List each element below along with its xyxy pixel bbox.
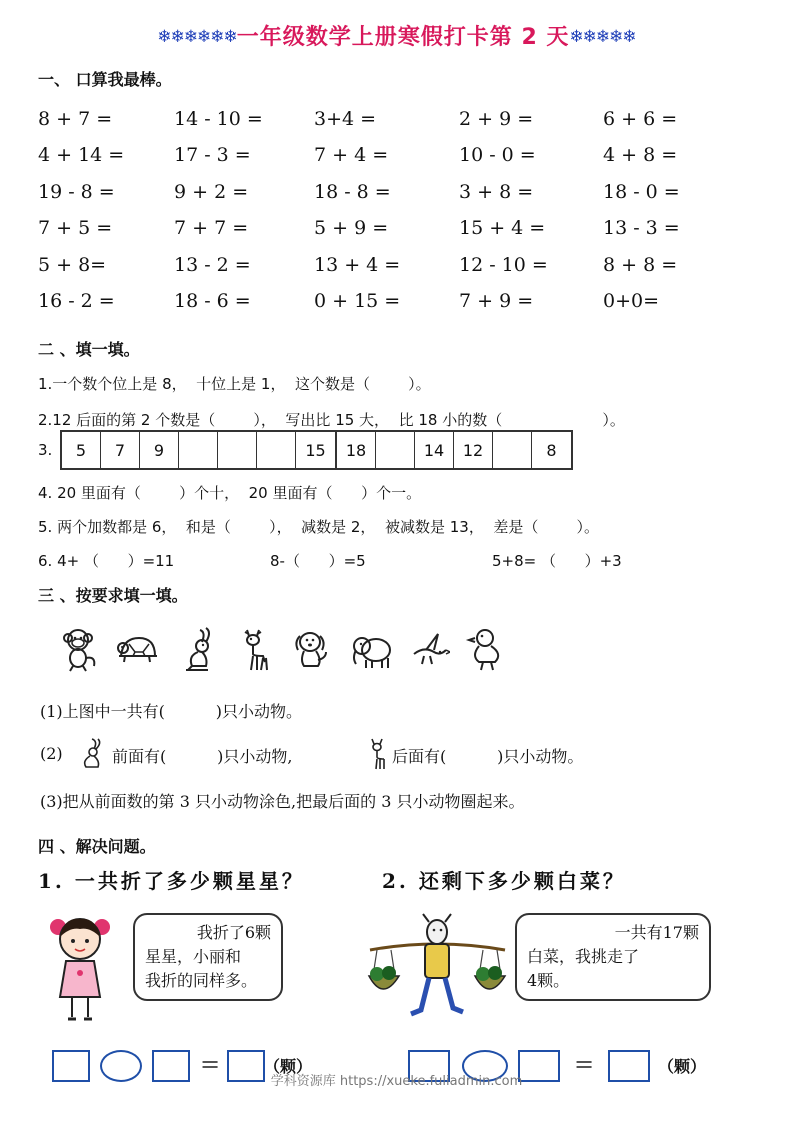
sequence-cell: 12 <box>454 432 493 468</box>
bubble-1-line-1: 我折了6颗 <box>196 923 271 942</box>
bubble-2-line-2: 白菜，我挑走了 <box>527 947 640 966</box>
fill-question-6a: 6. 4+ （ ）=11 <box>38 552 175 570</box>
bubble-1-line-2: 星星，小丽和 <box>145 947 242 966</box>
equals-sign: = <box>200 1050 221 1078</box>
number-sequence-box-1 <box>60 430 337 470</box>
title-text: 一年级数学上册寒假打卡第 2 天 <box>236 25 570 50</box>
snowflake-decoration-left: ❄❄❄❄❄❄ <box>157 27 237 47</box>
math-problem: 7 + 4 = <box>314 144 389 166</box>
math-problem: 18 - 8 = <box>314 181 391 203</box>
math-row <box>38 290 738 320</box>
fill-question-4: 4. 20 里面有（ ）个十， 20 里面有（ ）个一。 <box>38 484 422 502</box>
bird-icon <box>410 626 450 672</box>
unit-label: （颗） <box>658 1057 707 1076</box>
animal-question-2-label: (2) <box>40 744 63 763</box>
math-problem: 4 + 14 = <box>38 144 125 166</box>
animal-question-2-front: 前面有( )只小动物, <box>112 747 293 766</box>
fill-question-1: 1.一个数个位上是 8， 十位上是 1， 这个数是（ ）。 <box>38 375 431 393</box>
fill-question-6c: 5+8= （ ）+3 <box>492 552 622 570</box>
rabbit-icon <box>78 737 106 771</box>
math-problem: 8 + 7 = <box>38 108 113 130</box>
math-problem: 14 - 10 = <box>174 108 263 130</box>
fill-question-5: 5. 两个加数都是 6， 和是（ ）， 减数是 2， 被减数是 13， 差是（ ）。 <box>38 518 599 536</box>
animal-row <box>60 626 510 676</box>
dog-icon <box>292 626 332 672</box>
math-row <box>38 217 738 247</box>
math-problem: 0+0= <box>603 290 660 312</box>
math-problem: 13 + 4 = <box>314 254 401 276</box>
math-row <box>38 254 738 284</box>
math-problem: 10 - 0 = <box>459 144 536 166</box>
math-problem: 3+4 = <box>314 108 377 130</box>
fill-question-3-label: 3. <box>38 441 53 459</box>
sequence-cell[interactable] <box>493 432 532 468</box>
sequence-cell: 14 <box>415 432 454 468</box>
problem-1-title: 1. 一共折了多少颗星星？ <box>38 869 305 893</box>
problem-2-title: 2. 还剩下多少颗白菜？ <box>382 869 626 893</box>
number-sequence-box-2 <box>335 430 573 470</box>
math-problem: 7 + 9 = <box>459 290 534 312</box>
math-problem: 18 - 0 = <box>603 181 680 203</box>
math-problem: 16 - 2 = <box>38 290 115 312</box>
math-problem: 5 + 9 = <box>314 217 389 239</box>
animal-question-1: (1)上图中一共有( )只小动物。 <box>40 702 303 721</box>
math-problem: 18 - 6 = <box>174 290 251 312</box>
turtle-icon <box>115 626 161 672</box>
sequence-cell: 18 <box>337 432 376 468</box>
unit-label: （颗） <box>264 1057 313 1076</box>
math-problem: 9 + 2 = <box>174 181 249 203</box>
elephant-icon <box>350 626 396 672</box>
snowflake-decoration-right: ❄❄❄❄❄ <box>569 27 636 47</box>
deer-icon <box>235 626 275 672</box>
sequence-cell[interactable] <box>257 432 296 468</box>
sequence-cell: 15 <box>305 440 326 460</box>
math-problem: 15 + 4 = <box>459 217 546 239</box>
section2-heading: 二 、填一填。 <box>38 340 140 359</box>
math-problem: 2 + 9 = <box>459 108 534 130</box>
sequence-cell: 7 <box>101 432 140 468</box>
math-problem: 5 + 8= <box>38 254 107 276</box>
math-problem: 17 - 3 = <box>174 144 251 166</box>
problem-1-speech-bubble <box>133 913 283 1001</box>
math-problem: 8 + 8 = <box>603 254 678 276</box>
page-title <box>0 20 793 51</box>
math-problem: 7 + 5 = <box>38 217 113 239</box>
math-row <box>38 108 738 138</box>
watermark: 学科资源库 https://xueke.fuliadmin.com <box>270 1074 523 1089</box>
sequence-cell[interactable] <box>376 432 415 468</box>
sequence-cell[interactable] <box>179 432 218 468</box>
math-problem: 12 - 10 = <box>459 254 548 276</box>
bubble-2-line-3: 4颗。 <box>527 971 570 990</box>
monkey-icon <box>60 626 100 672</box>
section3-heading: 三 、按要求填一填。 <box>38 586 188 605</box>
math-row <box>38 144 738 174</box>
bubble-1-line-3: 我折的同样多。 <box>145 971 258 990</box>
math-problem: 7 + 7 = <box>174 217 249 239</box>
sequence-cell[interactable] <box>218 432 257 468</box>
fill-question-6b: 8-（ ）=5 <box>270 552 366 570</box>
animal-question-2-back: 后面有( )只小动物。 <box>392 747 584 766</box>
math-problem: 19 - 8 = <box>38 181 115 203</box>
sequence-cell: 8 <box>546 440 557 460</box>
section4-heading: 四 、解决问题。 <box>38 837 156 856</box>
bubble-2-line-1: 一共有17颗 <box>614 923 699 942</box>
math-problem: 6 + 6 = <box>603 108 678 130</box>
duck-icon <box>465 626 505 672</box>
fill-question-2: 2.12 后面的第 2 个数是（ ）， 写出比 15 大， 比 18 小的数（ ）。 <box>38 411 625 429</box>
math-problem: 13 - 3 = <box>603 217 680 239</box>
rabbit-icon <box>178 626 218 672</box>
goat-with-cabbage-illustration <box>365 910 510 1030</box>
math-problem: 4 + 8 = <box>603 144 678 166</box>
math-problem: 3 + 8 = <box>459 181 534 203</box>
sequence-cell: 5 <box>62 432 101 468</box>
animal-question-3: (3)把从前面数的第 3 只小动物涂色,把最后面的 3 只小动物圈起来。 <box>40 792 525 811</box>
math-row <box>38 181 738 211</box>
equals-sign: = <box>574 1050 595 1078</box>
problem-2-speech-bubble <box>515 913 711 1001</box>
section1-heading: 一、 口算我最棒。 <box>38 70 172 89</box>
math-problem: 13 - 2 = <box>174 254 251 276</box>
girl-illustration <box>40 905 120 1025</box>
sequence-cell: 9 <box>140 432 179 468</box>
deer-icon <box>366 737 390 771</box>
math-problem: 0 + 15 = <box>314 290 401 312</box>
